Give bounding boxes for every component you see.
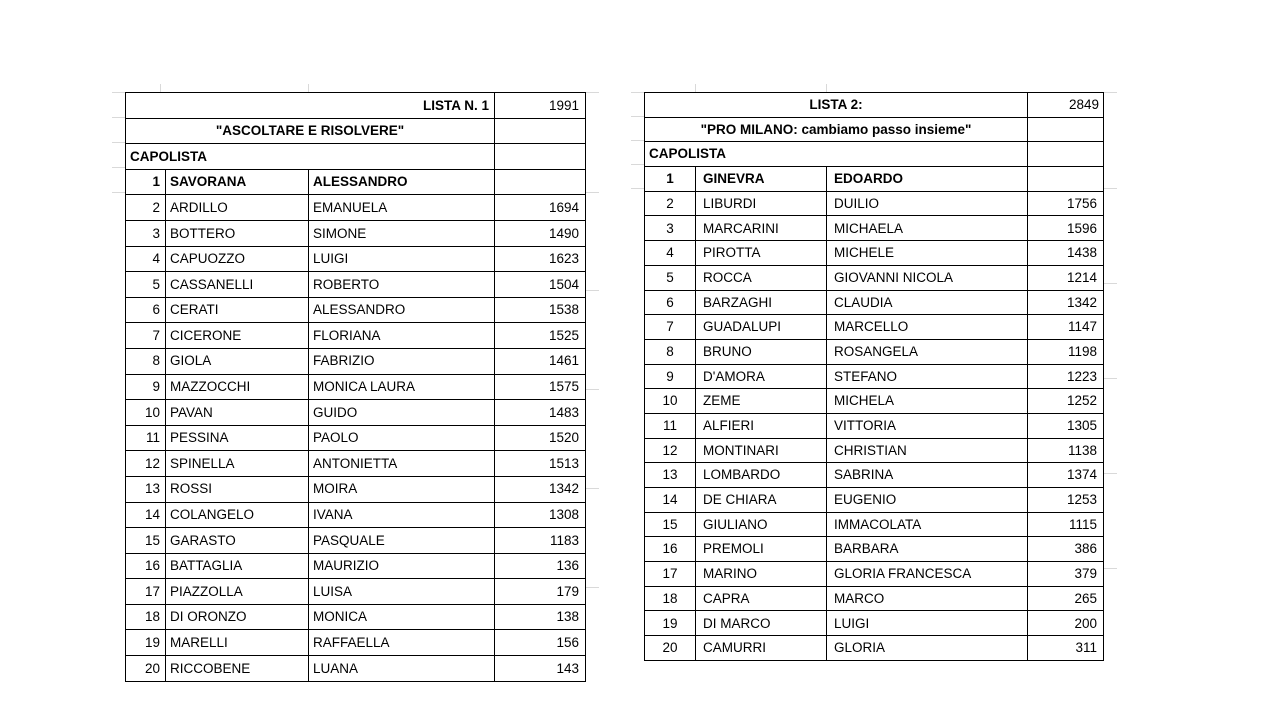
candidate-surname: ARDILLO	[166, 195, 309, 221]
candidate-surname: SPINELLA	[166, 451, 309, 477]
table-row	[645, 167, 1104, 192]
grid-stub	[585, 587, 599, 588]
table-body	[126, 93, 586, 682]
candidate-surname: BOTTERO	[166, 220, 309, 246]
candidate-firstname: CLAUDIA	[827, 290, 1028, 315]
candidate-firstname: LUIGI	[827, 611, 1028, 636]
candidate-firstname: MAURIZIO	[309, 553, 495, 579]
table-row	[645, 463, 1104, 488]
table-row	[126, 400, 586, 426]
table-row	[645, 191, 1104, 216]
candidate-firstname: PAOLO	[309, 425, 495, 451]
candidate-firstname: EUGENIO	[827, 488, 1028, 513]
table-row	[645, 315, 1104, 340]
candidate-votes: 200	[1028, 611, 1104, 636]
candidate-votes: 143	[495, 656, 586, 682]
grid-stub	[631, 140, 644, 141]
candidate-list-table-lista-1	[125, 92, 586, 682]
candidate-surname: PREMOLI	[696, 537, 827, 562]
table-row	[645, 438, 1104, 463]
table-row	[645, 216, 1104, 241]
grid-stub	[585, 389, 599, 390]
candidate-position: 5	[645, 265, 696, 290]
candidate-votes: 311	[1028, 636, 1104, 661]
candidate-position: 4	[126, 246, 166, 272]
empty-cell	[1028, 117, 1104, 142]
candidate-position: 1	[645, 167, 696, 192]
grid-stub	[1103, 568, 1117, 569]
grid-stub	[112, 192, 125, 193]
empty-cell	[1028, 142, 1104, 167]
list-subtitle-row	[126, 118, 586, 144]
candidate-position: 9	[645, 364, 696, 389]
table-row	[645, 413, 1104, 438]
candidate-firstname: STEFANO	[827, 364, 1028, 389]
candidate-position: 19	[126, 630, 166, 656]
candidate-votes: 1115	[1028, 512, 1104, 537]
candidate-firstname: CHRISTIAN	[827, 438, 1028, 463]
grid-stub	[585, 488, 599, 489]
grid-stub	[112, 142, 125, 143]
candidate-votes: 1520	[495, 425, 586, 451]
candidate-surname: MARCARINI	[696, 216, 827, 241]
candidate-position: 19	[645, 611, 696, 636]
list-total-votes: 1991	[495, 93, 586, 119]
candidate-list-table-lista-2	[644, 92, 1104, 661]
table-row	[126, 579, 586, 605]
candidate-surname: PESSINA	[166, 425, 309, 451]
candidate-position: 6	[126, 297, 166, 323]
candidate-firstname: ALESSANDRO	[309, 297, 495, 323]
candidate-surname: PIAZZOLLA	[166, 579, 309, 605]
table-body	[645, 93, 1104, 661]
candidate-surname: ZEME	[696, 389, 827, 414]
candidate-firstname: GLORIA	[827, 636, 1028, 661]
candidate-surname: BATTAGLIA	[166, 553, 309, 579]
candidate-votes: 1374	[1028, 463, 1104, 488]
candidate-votes: 1253	[1028, 488, 1104, 513]
table-row	[126, 195, 586, 221]
list-title-row	[645, 93, 1104, 118]
capolista-label: CAPOLISTA	[126, 144, 495, 170]
candidate-position: 13	[126, 476, 166, 502]
candidate-firstname: RAFFAELLA	[309, 630, 495, 656]
table-row	[126, 656, 586, 682]
candidate-position: 13	[645, 463, 696, 488]
candidate-firstname: PASQUALE	[309, 528, 495, 554]
list-title: LISTA N. 1	[126, 93, 495, 119]
candidate-position: 17	[645, 562, 696, 587]
candidate-position: 10	[126, 400, 166, 426]
candidate-votes: 386	[1028, 537, 1104, 562]
table-row	[645, 512, 1104, 537]
list-subtitle: "ASCOLTARE E RISOLVERE"	[126, 118, 495, 144]
candidate-firstname: MOIRA	[309, 476, 495, 502]
candidate-firstname: EDOARDO	[827, 167, 1028, 192]
candidate-position: 11	[126, 425, 166, 451]
candidate-firstname: GIOVANNI NICOLA	[827, 265, 1028, 290]
candidate-votes: 1461	[495, 348, 586, 374]
candidate-votes: 265	[1028, 586, 1104, 611]
candidate-surname: ALFIERI	[696, 413, 827, 438]
grid-stub	[631, 164, 644, 165]
candidate-position: 20	[645, 636, 696, 661]
candidate-firstname: MICHELE	[827, 241, 1028, 266]
grid-stub	[112, 92, 125, 93]
candidate-firstname: FABRIZIO	[309, 348, 495, 374]
candidate-firstname: MONICA	[309, 604, 495, 630]
candidate-position: 5	[126, 272, 166, 298]
candidate-firstname: BARBARA	[827, 537, 1028, 562]
candidate-votes: 1198	[1028, 339, 1104, 364]
candidate-votes	[1028, 167, 1104, 192]
candidate-position: 8	[126, 348, 166, 374]
candidate-surname: BRUNO	[696, 339, 827, 364]
capolista-label: CAPOLISTA	[645, 142, 1028, 167]
candidate-firstname: MONICA LAURA	[309, 374, 495, 400]
candidate-firstname: IVANA	[309, 502, 495, 528]
table-row	[645, 265, 1104, 290]
table-row	[126, 297, 586, 323]
candidate-surname: PIROTTA	[696, 241, 827, 266]
capolista-header-row	[126, 144, 586, 170]
candidate-position: 7	[645, 315, 696, 340]
candidate-surname: ROCCA	[696, 265, 827, 290]
candidate-surname: BARZAGHI	[696, 290, 827, 315]
candidate-surname: MONTINARI	[696, 438, 827, 463]
grid-stub	[585, 290, 599, 291]
candidate-surname: MAZZOCCHI	[166, 374, 309, 400]
candidate-position: 10	[645, 389, 696, 414]
table-row	[645, 339, 1104, 364]
candidate-votes: 179	[495, 579, 586, 605]
table-row	[126, 323, 586, 349]
candidate-position: 12	[645, 438, 696, 463]
table-row	[126, 425, 586, 451]
table-row	[645, 636, 1104, 661]
candidate-firstname: GUIDO	[309, 400, 495, 426]
table-row	[645, 290, 1104, 315]
candidate-votes: 1596	[1028, 216, 1104, 241]
candidate-firstname: DUILIO	[827, 191, 1028, 216]
candidate-surname: GUADALUPI	[696, 315, 827, 340]
candidate-surname: CAMURRI	[696, 636, 827, 661]
list-title-row	[126, 93, 586, 119]
candidate-position: 6	[645, 290, 696, 315]
table-row	[645, 537, 1104, 562]
table-row	[126, 528, 586, 554]
candidate-position: 7	[126, 323, 166, 349]
candidate-votes: 1504	[495, 272, 586, 298]
candidate-surname: DE CHIARA	[696, 488, 827, 513]
candidate-position: 18	[645, 586, 696, 611]
grid-stub	[1103, 188, 1117, 189]
table-row	[126, 220, 586, 246]
candidate-surname: COLANGELO	[166, 502, 309, 528]
candidate-position: 16	[645, 537, 696, 562]
grid-stub	[160, 84, 161, 92]
candidate-surname: CASSANELLI	[166, 272, 309, 298]
candidate-firstname: LUIGI	[309, 246, 495, 272]
table-row	[126, 553, 586, 579]
table-row	[645, 562, 1104, 587]
candidate-position: 3	[126, 220, 166, 246]
candidate-firstname: IMMACOLATA	[827, 512, 1028, 537]
table-row	[645, 241, 1104, 266]
candidate-position: 4	[645, 241, 696, 266]
table-row	[126, 348, 586, 374]
candidate-votes: 1575	[495, 374, 586, 400]
candidate-position: 2	[645, 191, 696, 216]
candidate-surname: DI ORONZO	[166, 604, 309, 630]
candidate-votes: 1525	[495, 323, 586, 349]
candidate-votes: 1538	[495, 297, 586, 323]
table-row	[645, 611, 1104, 636]
candidate-votes: 1183	[495, 528, 586, 554]
candidate-surname: LIBURDI	[696, 191, 827, 216]
candidate-position: 15	[645, 512, 696, 537]
candidate-surname: RICCOBENE	[166, 656, 309, 682]
candidate-votes: 1214	[1028, 265, 1104, 290]
candidate-surname: CERATI	[166, 297, 309, 323]
candidate-position: 20	[126, 656, 166, 682]
candidate-surname: CICERONE	[166, 323, 309, 349]
candidate-votes: 156	[495, 630, 586, 656]
candidate-firstname: FLORIANA	[309, 323, 495, 349]
candidate-votes: 1438	[1028, 241, 1104, 266]
candidate-firstname: ROBERTO	[309, 272, 495, 298]
candidate-surname: D'AMORA	[696, 364, 827, 389]
candidate-position: 9	[126, 374, 166, 400]
candidate-firstname: EMANUELA	[309, 195, 495, 221]
table-row	[126, 272, 586, 298]
candidate-surname: GARASTO	[166, 528, 309, 554]
candidate-votes: 1223	[1028, 364, 1104, 389]
table-row	[126, 374, 586, 400]
candidate-firstname: VITTORIA	[827, 413, 1028, 438]
candidate-votes	[495, 169, 586, 195]
table-row	[126, 630, 586, 656]
candidate-surname: DI MARCO	[696, 611, 827, 636]
table-row	[126, 246, 586, 272]
table-row	[645, 586, 1104, 611]
candidate-firstname: GLORIA FRANCESCA	[827, 562, 1028, 587]
empty-cell	[495, 144, 586, 170]
candidate-position: 1	[126, 169, 166, 195]
grid-stub	[631, 188, 644, 189]
candidate-position: 3	[645, 216, 696, 241]
candidate-surname: MARINO	[696, 562, 827, 587]
candidate-firstname: MARCO	[827, 586, 1028, 611]
candidate-votes: 379	[1028, 562, 1104, 587]
grid-stub	[585, 92, 599, 93]
table-row	[126, 502, 586, 528]
table-row	[645, 488, 1104, 513]
table-row	[645, 389, 1104, 414]
candidate-firstname: MICHELA	[827, 389, 1028, 414]
table-row	[126, 476, 586, 502]
grid-stub	[1103, 378, 1117, 379]
grid-stub	[826, 84, 827, 92]
candidate-firstname: ANTONIETTA	[309, 451, 495, 477]
candidate-surname: GINEVRA	[696, 167, 827, 192]
candidate-votes: 1483	[495, 400, 586, 426]
candidate-votes: 1305	[1028, 413, 1104, 438]
candidate-firstname: SABRINA	[827, 463, 1028, 488]
empty-cell	[495, 118, 586, 144]
candidate-surname: CAPRA	[696, 586, 827, 611]
grid-stub	[631, 92, 644, 93]
grid-stub	[585, 192, 599, 193]
candidate-position: 11	[645, 413, 696, 438]
candidate-surname: PAVAN	[166, 400, 309, 426]
candidate-position: 2	[126, 195, 166, 221]
grid-stub	[631, 116, 644, 117]
candidate-votes: 1342	[495, 476, 586, 502]
candidate-votes: 1342	[1028, 290, 1104, 315]
candidate-firstname: LUISA	[309, 579, 495, 605]
candidate-votes: 1694	[495, 195, 586, 221]
candidate-votes: 1252	[1028, 389, 1104, 414]
list-subtitle: "PRO MILANO: cambiamo passo insieme"	[645, 117, 1028, 142]
candidate-votes: 1490	[495, 220, 586, 246]
candidate-position: 18	[126, 604, 166, 630]
table-row	[645, 364, 1104, 389]
candidate-position: 14	[645, 488, 696, 513]
capolista-header-row	[645, 142, 1104, 167]
candidate-surname: CAPUOZZO	[166, 246, 309, 272]
candidate-surname: SAVORANA	[166, 169, 309, 195]
candidate-votes: 138	[495, 604, 586, 630]
list-total-votes: 2849	[1028, 93, 1104, 118]
candidate-firstname: SIMONE	[309, 220, 495, 246]
candidate-position: 16	[126, 553, 166, 579]
grid-stub	[1103, 92, 1117, 93]
candidate-position: 14	[126, 502, 166, 528]
table-row	[126, 169, 586, 195]
grid-stub	[1103, 473, 1117, 474]
candidate-surname: GIULIANO	[696, 512, 827, 537]
candidate-votes: 1756	[1028, 191, 1104, 216]
candidate-votes: 1308	[495, 502, 586, 528]
candidate-surname: MARELLI	[166, 630, 309, 656]
table-row	[126, 451, 586, 477]
candidate-firstname: LUANA	[309, 656, 495, 682]
grid-stub	[1103, 283, 1117, 284]
candidate-firstname: MICHAELA	[827, 216, 1028, 241]
grid-stub	[308, 84, 309, 92]
candidate-position: 17	[126, 579, 166, 605]
grid-stub	[112, 167, 125, 168]
candidate-votes: 136	[495, 553, 586, 579]
table-row	[126, 604, 586, 630]
candidate-firstname: MARCELLO	[827, 315, 1028, 340]
candidate-surname: GIOLA	[166, 348, 309, 374]
candidate-position: 8	[645, 339, 696, 364]
candidate-surname: ROSSI	[166, 476, 309, 502]
candidate-votes: 1147	[1028, 315, 1104, 340]
candidate-position: 15	[126, 528, 166, 554]
list-subtitle-row	[645, 117, 1104, 142]
candidate-firstname: ALESSANDRO	[309, 169, 495, 195]
candidate-surname: LOMBARDO	[696, 463, 827, 488]
grid-stub	[695, 84, 696, 92]
list-title: LISTA 2:	[645, 93, 1028, 118]
candidate-votes: 1623	[495, 246, 586, 272]
grid-stub	[112, 117, 125, 118]
candidate-votes: 1138	[1028, 438, 1104, 463]
candidate-position: 12	[126, 451, 166, 477]
candidate-votes: 1513	[495, 451, 586, 477]
candidate-firstname: ROSANGELA	[827, 339, 1028, 364]
